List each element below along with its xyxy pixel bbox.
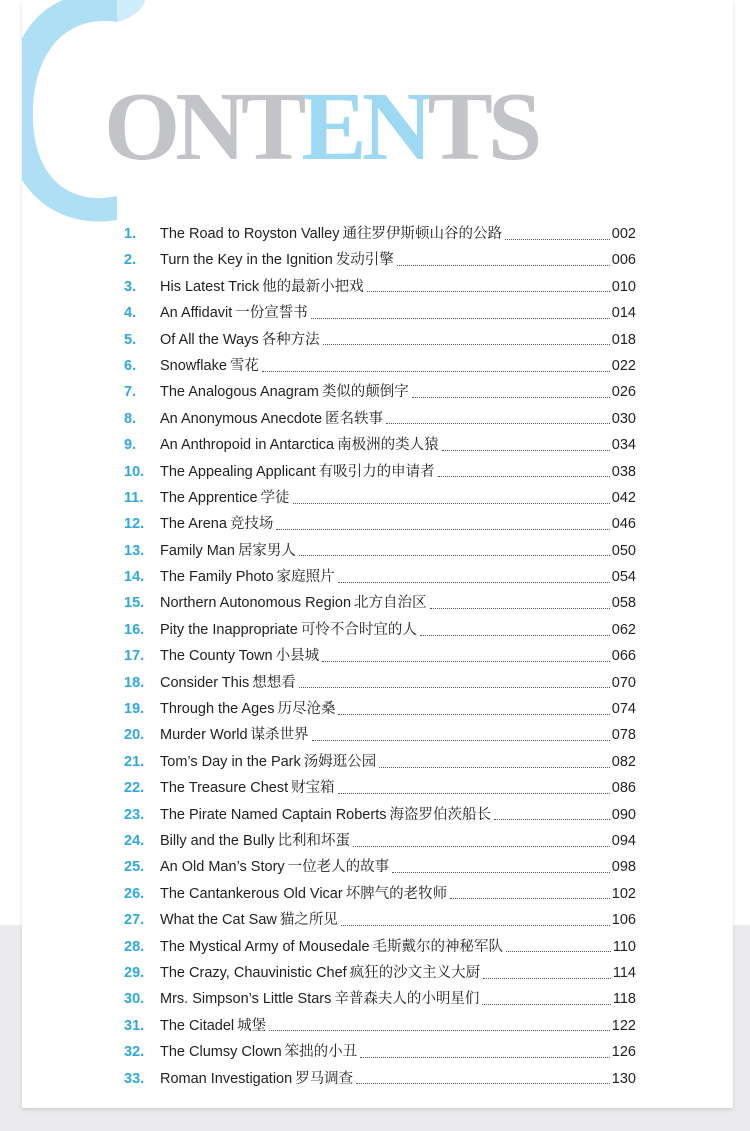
entry-number: 20. bbox=[124, 727, 145, 744]
entry-title-en: The Mystical Army of Mousedale bbox=[160, 938, 370, 955]
entry-title-en: The Crazy, Chauvinistic Chef bbox=[160, 964, 347, 981]
entry-title bbox=[160, 539, 296, 560]
toc-entry[interactable] bbox=[124, 512, 636, 538]
entry-title-en: Tom’s Day in the Park bbox=[160, 753, 301, 770]
toc-entry[interactable] bbox=[124, 618, 636, 644]
entry-page-number: 118 bbox=[612, 991, 636, 1008]
entry-title-en: An Old Man’s Story bbox=[160, 859, 285, 876]
toc-entry[interactable] bbox=[124, 407, 636, 433]
dot-leader bbox=[323, 340, 610, 345]
entry-title bbox=[160, 882, 447, 903]
dot-leader bbox=[338, 789, 610, 794]
toc-entry[interactable] bbox=[124, 486, 636, 512]
entry-title-zh: 谋杀世界 bbox=[250, 727, 309, 744]
toc-entry[interactable] bbox=[124, 1067, 636, 1093]
entry-number: 11. bbox=[124, 489, 144, 506]
dot-leader bbox=[293, 499, 610, 504]
toc-entry[interactable] bbox=[124, 776, 636, 802]
entry-title-en: Murder World bbox=[160, 727, 248, 744]
entry-number: 32. bbox=[124, 1044, 145, 1061]
toc-entry[interactable] bbox=[124, 935, 636, 961]
entry-page-number: 062 bbox=[611, 621, 636, 638]
entry-title bbox=[160, 855, 389, 876]
dot-leader bbox=[412, 393, 610, 398]
entry-title bbox=[160, 248, 394, 269]
dot-leader bbox=[312, 736, 610, 741]
entry-number: 5. bbox=[124, 331, 137, 348]
entry-number: 12. bbox=[124, 516, 145, 533]
entry-title-zh: 南极洲的类人猿 bbox=[337, 437, 439, 454]
toc-entry[interactable] bbox=[124, 460, 636, 486]
toc-entry[interactable] bbox=[124, 829, 636, 855]
entry-title bbox=[160, 697, 335, 718]
entry-page-number: 046 bbox=[611, 516, 636, 533]
entry-title-zh: 竞技场 bbox=[229, 516, 274, 533]
entry-title bbox=[160, 460, 435, 481]
entry-title-en: What the Cat Saw bbox=[160, 912, 277, 929]
entry-title bbox=[160, 301, 308, 322]
entry-title-en: Billy and the Bully bbox=[160, 832, 275, 849]
entry-title-zh: 各种方法 bbox=[261, 331, 320, 348]
entry-number: 22. bbox=[124, 780, 145, 797]
dot-leader bbox=[482, 1000, 611, 1005]
entry-title bbox=[160, 1014, 266, 1035]
entry-page-number: 094 bbox=[611, 832, 636, 849]
entry-number: 8. bbox=[124, 410, 137, 427]
entry-title-en: The Treasure Chest bbox=[160, 780, 289, 797]
entry-title-zh: 辛普森夫人的小明星们 bbox=[334, 991, 480, 1008]
entry-title bbox=[160, 723, 309, 744]
dot-leader bbox=[442, 446, 610, 451]
entry-title bbox=[160, 935, 503, 956]
dot-leader bbox=[386, 419, 610, 424]
entry-page-number: 050 bbox=[611, 542, 636, 559]
entry-page-number: 058 bbox=[611, 595, 636, 612]
dot-leader bbox=[341, 921, 610, 926]
entry-title-zh: 匿名轶事 bbox=[325, 410, 384, 427]
toc-entry[interactable] bbox=[124, 961, 636, 987]
entry-page-number: 082 bbox=[611, 753, 636, 770]
dot-leader bbox=[299, 683, 610, 688]
toc-entry[interactable] bbox=[124, 248, 636, 274]
entry-number: 6. bbox=[124, 357, 137, 374]
entry-number: 15. bbox=[124, 595, 145, 612]
entry-page-number: 130 bbox=[611, 1070, 636, 1087]
entry-title-zh: 小县城 bbox=[275, 648, 320, 665]
entry-title-zh: 居家男人 bbox=[237, 542, 296, 559]
entry-title bbox=[160, 512, 273, 533]
entry-title-zh: 一位老人的故事 bbox=[287, 859, 390, 876]
dot-leader bbox=[438, 472, 610, 477]
entry-page-number: 126 bbox=[611, 1044, 636, 1061]
dot-leader bbox=[483, 974, 611, 979]
entry-number: 1. bbox=[124, 226, 137, 242]
entry-number: 27. bbox=[124, 912, 145, 929]
entry-number: 33. bbox=[124, 1070, 145, 1087]
entry-title bbox=[160, 407, 383, 428]
entry-title bbox=[160, 1067, 353, 1088]
entry-title bbox=[160, 222, 502, 243]
entry-title-en: Of All the Ways bbox=[160, 331, 259, 348]
entry-number: 24. bbox=[124, 832, 145, 849]
entry-page-number: 110 bbox=[612, 938, 636, 955]
entry-number: 18. bbox=[124, 674, 145, 691]
entry-title bbox=[160, 618, 417, 639]
entry-page-number: 078 bbox=[611, 727, 636, 744]
entry-page-number: 026 bbox=[611, 384, 636, 401]
toc-entry[interactable] bbox=[124, 433, 636, 459]
dot-leader bbox=[299, 551, 610, 556]
entry-title bbox=[160, 591, 427, 612]
entry-page-number: 114 bbox=[612, 964, 636, 981]
toc-entry[interactable] bbox=[124, 354, 636, 380]
entry-title-zh: 比利和坏蛋 bbox=[277, 832, 350, 849]
entry-number: 16. bbox=[124, 621, 145, 638]
dot-leader bbox=[392, 868, 610, 873]
entry-title-zh: 可怜不合时宜的人 bbox=[300, 621, 417, 638]
table-of-contents bbox=[124, 222, 636, 1093]
entry-title bbox=[160, 433, 439, 454]
toc-entry[interactable] bbox=[124, 328, 636, 354]
entry-page-number: 002 bbox=[611, 226, 636, 242]
toc-entry[interactable] bbox=[124, 723, 636, 749]
entry-title-zh: 笨拙的小丑 bbox=[284, 1044, 358, 1061]
toc-entry[interactable] bbox=[124, 750, 636, 776]
entry-page-number: 018 bbox=[611, 331, 636, 348]
toc-entry[interactable] bbox=[124, 565, 636, 591]
entry-title-en: The Cantankerous Old Vicar bbox=[160, 885, 343, 902]
entry-title bbox=[160, 671, 296, 692]
entry-title bbox=[160, 776, 335, 797]
entry-page-number: 122 bbox=[611, 1017, 636, 1034]
entry-title-en: Roman Investigation bbox=[160, 1070, 293, 1087]
title-part-blue: EN bbox=[301, 73, 428, 181]
entry-page-number: 034 bbox=[611, 437, 636, 454]
entry-title-zh: 财宝箱 bbox=[291, 780, 335, 797]
toc-entry[interactable] bbox=[124, 671, 636, 697]
entry-page-number: 074 bbox=[611, 701, 636, 718]
entry-title bbox=[160, 565, 335, 586]
toc-entry[interactable] bbox=[124, 539, 636, 565]
entry-title-en: Mrs. Simpson’s Little Stars bbox=[160, 991, 332, 1008]
entry-title-zh: 想想看 bbox=[252, 674, 296, 691]
entry-number: 2. bbox=[124, 252, 137, 269]
dot-leader bbox=[276, 525, 609, 530]
entry-title-en: His Latest Trick bbox=[160, 278, 260, 295]
entry-title bbox=[160, 987, 479, 1008]
entry-title-zh: 他的最新小把戏 bbox=[262, 278, 364, 295]
dot-leader bbox=[338, 578, 610, 583]
entry-title bbox=[160, 803, 491, 824]
entry-title-zh: 汤姆逛公园 bbox=[303, 753, 377, 770]
entry-title-en: Snowflake bbox=[160, 357, 227, 374]
entry-title bbox=[160, 750, 376, 771]
dot-leader bbox=[356, 1079, 610, 1084]
entry-title-zh: 类似的颠倒字 bbox=[321, 384, 409, 401]
entry-number: 28. bbox=[124, 938, 145, 955]
dot-leader bbox=[311, 314, 610, 319]
dot-leader bbox=[506, 947, 611, 952]
entry-title bbox=[160, 1040, 357, 1061]
entry-title-en: The Apprentice bbox=[160, 489, 258, 506]
entry-title-zh: 通往罗伊斯顿山谷的公路 bbox=[342, 226, 502, 242]
entry-page-number: 014 bbox=[611, 305, 636, 322]
entry-title-en: The Road to Royston Valley bbox=[160, 226, 340, 242]
page-title bbox=[104, 73, 538, 181]
dot-leader bbox=[397, 261, 610, 266]
entry-number: 26. bbox=[124, 885, 145, 902]
entry-number: 19. bbox=[124, 701, 145, 718]
entry-title-en: The Clumsy Clown bbox=[160, 1044, 282, 1061]
entry-page-number: 006 bbox=[611, 252, 636, 269]
entry-number: 31. bbox=[124, 1017, 145, 1034]
toc-entry[interactable] bbox=[124, 301, 636, 327]
entry-page-number: 090 bbox=[611, 806, 636, 823]
entry-title-zh: 疯狂的沙文主义大厨 bbox=[349, 964, 481, 981]
toc-entry[interactable] bbox=[124, 908, 636, 934]
entry-page-number: 022 bbox=[611, 357, 636, 374]
entry-page-number: 038 bbox=[611, 463, 636, 480]
entry-title-zh: 罗马调查 bbox=[295, 1070, 354, 1087]
entry-page-number: 106 bbox=[611, 912, 636, 929]
entry-page-number: 054 bbox=[611, 569, 636, 586]
entry-title bbox=[160, 328, 320, 349]
entry-title-zh: 历尽沧桑 bbox=[277, 701, 336, 718]
entry-title-zh: 坏脾气的老牧师 bbox=[345, 885, 448, 902]
entry-title-zh: 城堡 bbox=[237, 1017, 267, 1034]
entry-title-en: Pity the Inappropriate bbox=[160, 621, 298, 638]
entry-page-number: 030 bbox=[611, 410, 636, 427]
entry-title-en: The Analogous Anagram bbox=[160, 384, 319, 401]
entry-title-en: An Affidavit bbox=[160, 305, 233, 322]
entry-number: 7. bbox=[124, 384, 137, 401]
entry-number: 25. bbox=[124, 859, 145, 876]
entry-title-en: The Citadel bbox=[160, 1017, 235, 1034]
entry-title-en: Family Man bbox=[160, 542, 235, 559]
entry-title bbox=[160, 829, 350, 850]
entry-page-number: 070 bbox=[611, 674, 636, 691]
entry-number: 17. bbox=[124, 648, 145, 665]
entry-title-zh: 北方自治区 bbox=[354, 595, 427, 612]
entry-number: 13. bbox=[124, 542, 145, 559]
entry-number: 30. bbox=[124, 991, 145, 1008]
entry-number: 23. bbox=[124, 806, 145, 823]
dot-leader bbox=[379, 763, 610, 768]
entry-title-en: The Family Photo bbox=[160, 569, 274, 586]
entry-page-number: 066 bbox=[611, 648, 636, 665]
title-part-gray: ONT bbox=[104, 73, 302, 181]
toc-entry[interactable] bbox=[124, 1040, 636, 1066]
entry-title-zh: 有吸引力的申请者 bbox=[318, 463, 435, 480]
entry-number: 4. bbox=[124, 305, 137, 322]
entry-title-en: An Anonymous Anecdote bbox=[160, 410, 323, 427]
toc-entry[interactable] bbox=[124, 882, 636, 908]
toc-entry[interactable] bbox=[124, 222, 636, 248]
toc-entry[interactable] bbox=[124, 697, 636, 723]
entry-number: 21. bbox=[124, 753, 145, 770]
entry-title-en: Turn the Key in the Ignition bbox=[160, 252, 333, 269]
entry-page-number: 098 bbox=[611, 859, 636, 876]
entry-title bbox=[160, 908, 338, 929]
entry-number: 9. bbox=[124, 437, 137, 454]
dot-leader bbox=[360, 1053, 610, 1058]
dot-leader bbox=[269, 1026, 610, 1031]
entry-title-zh: 一份宣誓书 bbox=[235, 305, 308, 322]
entry-title-en: Through the Ages bbox=[160, 701, 275, 718]
dot-leader bbox=[322, 657, 610, 662]
dot-leader bbox=[420, 631, 610, 636]
entry-title-en: The County Town bbox=[160, 648, 273, 665]
toc-entry[interactable] bbox=[124, 803, 636, 829]
entry-title bbox=[160, 275, 364, 296]
dot-leader bbox=[262, 367, 610, 372]
entry-title-en: An Anthropoid in Antarctica bbox=[160, 437, 335, 454]
title-part-gray-end: TS bbox=[427, 73, 538, 181]
contents-page bbox=[22, 0, 733, 1108]
entry-title-en: The Arena bbox=[160, 516, 227, 533]
entry-title bbox=[160, 961, 480, 982]
dot-leader bbox=[338, 710, 609, 715]
entry-title-zh: 雪花 bbox=[229, 357, 259, 374]
dot-leader bbox=[353, 842, 610, 847]
entry-title bbox=[160, 486, 290, 507]
dot-leader bbox=[430, 604, 610, 609]
entry-title-zh: 学徒 bbox=[260, 489, 290, 506]
entry-title-zh: 家庭照片 bbox=[276, 569, 335, 586]
toc-entry[interactable] bbox=[124, 855, 636, 881]
entry-title-en: The Appealing Applicant bbox=[160, 463, 316, 480]
entry-page-number: 086 bbox=[611, 780, 636, 797]
entry-number: 3. bbox=[124, 278, 137, 295]
entry-page-number: 102 bbox=[611, 885, 636, 902]
entry-title-zh: 海盗罗伯茨船长 bbox=[389, 806, 491, 823]
entry-title bbox=[160, 644, 319, 665]
toc-entry[interactable] bbox=[124, 591, 636, 617]
entry-page-number: 010 bbox=[611, 278, 636, 295]
dot-leader bbox=[494, 815, 610, 820]
toc-entry[interactable] bbox=[124, 380, 636, 406]
toc-entry[interactable] bbox=[124, 1014, 636, 1040]
entry-title-en: Consider This bbox=[160, 674, 250, 691]
entry-title-en: Northern Autonomous Region bbox=[160, 595, 352, 612]
entry-title bbox=[160, 380, 409, 401]
entry-title-zh: 毛斯戴尔的神秘军队 bbox=[372, 938, 504, 955]
entry-title bbox=[160, 354, 259, 375]
toc-entry[interactable] bbox=[124, 275, 636, 301]
toc-entry[interactable] bbox=[124, 987, 636, 1013]
entry-title-zh: 发动引擎 bbox=[335, 252, 394, 269]
entry-title-zh: 猫之所见 bbox=[279, 912, 338, 929]
dot-leader bbox=[367, 287, 610, 292]
entry-number: 29. bbox=[124, 964, 145, 981]
entry-page-number: 042 bbox=[611, 489, 636, 506]
entry-title-en: The Pirate Named Captain Roberts bbox=[160, 806, 387, 823]
entry-number: 10. bbox=[124, 463, 145, 480]
entry-number: 14. bbox=[124, 569, 145, 586]
dot-leader bbox=[505, 235, 610, 240]
dot-leader bbox=[450, 894, 610, 899]
toc-entry[interactable] bbox=[124, 644, 636, 670]
